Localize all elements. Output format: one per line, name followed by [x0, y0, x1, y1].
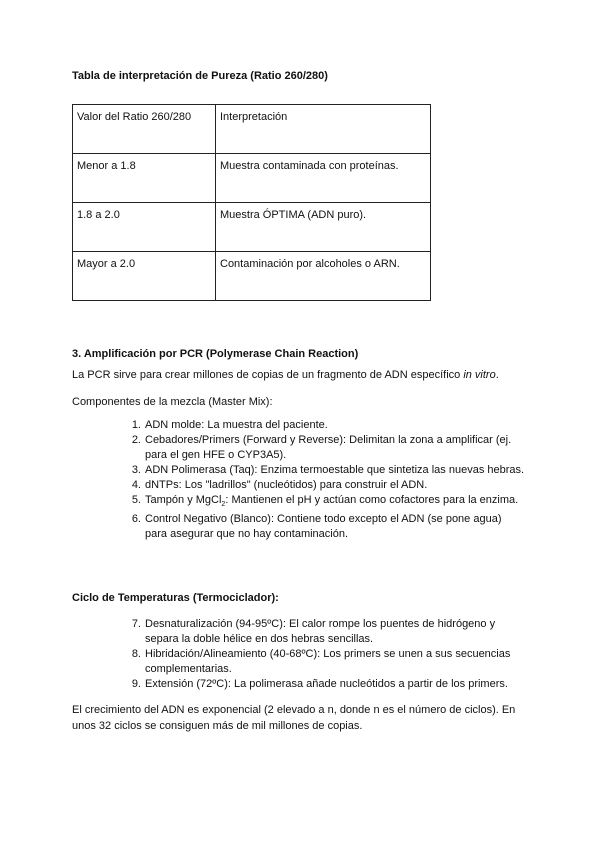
- list-item: [131, 647, 525, 677]
- table-header-cell: Interpretación: [216, 105, 431, 154]
- purity-table: [72, 104, 431, 301]
- list-text: Desnaturalización (94-95ºC): El calor rompe los puentes de hidrógeno y separa la doble hélice en dos hebras sencillas.: [145, 618, 496, 645]
- list-number: 9.: [131, 678, 141, 690]
- list-number: 7.: [131, 618, 141, 630]
- list-item: [131, 478, 525, 493]
- list-text: Extensión (72ºC): La polimerasa añade nucleótidos a partir de los primers.: [145, 678, 508, 690]
- pcr-intro-end: .: [495, 369, 499, 381]
- list-text-sub: 2: [221, 501, 226, 509]
- table-cell: Muestra ÓPTIMA (ADN puro).: [216, 203, 431, 252]
- list-number: 5.: [131, 494, 141, 506]
- list-number: 8.: [131, 648, 141, 660]
- pcr-intro-main: La PCR sirve para crear millones de copias de un fragmento de ADN específico: [72, 369, 464, 381]
- list-item: [131, 617, 525, 647]
- list-text-post: : Mantienen el pH y actúan como cofactores para la enzima.: [225, 494, 519, 506]
- closing-paragraph: El crecimiento del ADN es exponencial (2 elevado a n, donde n es el número de ciclos). En unos 32 ciclos se consiguen más de mil millones de copias.: [72, 704, 516, 732]
- pcr-intro: [72, 367, 532, 383]
- list-item: [131, 433, 525, 463]
- table-cell: Contaminación por alcoholes o ARN.: [216, 252, 431, 301]
- list-text: ADN molde: La muestra del paciente.: [145, 419, 328, 431]
- thermocycler-heading: Ciclo de Temperaturas (Termociclador):: [72, 592, 279, 604]
- components-label: Componentes de la mezcla (Master Mix):: [72, 396, 273, 408]
- purity-table-title: Tabla de interpretación de Pureza (Ratio 260/280): [72, 70, 328, 82]
- list-item: [131, 493, 525, 512]
- components-list: [131, 418, 525, 542]
- list-number: 2.: [131, 434, 141, 446]
- table-header-row: [73, 105, 431, 154]
- table-cell: 1.8 a 2.0: [73, 203, 216, 252]
- list-item: [131, 463, 525, 478]
- list-item: [131, 512, 525, 542]
- list-text: Control Negativo (Blanco): Contiene todo excepto el ADN (se pone agua) para asegurar que no hay contaminación.: [145, 513, 502, 541]
- table-cell: Menor a 1.8: [73, 154, 216, 203]
- list-text: dNTPs: Los "ladrillos" (nucleótidos) para construir el ADN.: [145, 479, 428, 491]
- table-row: [73, 252, 431, 301]
- list-number: 1.: [131, 419, 141, 431]
- list-number: 3.: [131, 464, 141, 476]
- pcr-intro-italic: in vitro: [463, 369, 496, 381]
- list-number: 6.: [131, 513, 141, 526]
- table-header-cell: Valor del Ratio 260/280: [73, 105, 216, 154]
- table-row: [73, 203, 431, 252]
- list-text: ADN Polimerasa (Taq): Enzima termoestable que sintetiza las nuevas hebras.: [145, 464, 525, 476]
- list-text-pre: Tampón y MgCl: [145, 494, 222, 506]
- pcr-heading: 3. Amplificación por PCR (Polymerase Chain Reaction): [72, 348, 359, 360]
- list-text: Cebadores/Primers (Forward y Reverse): Delimitan la zona a amplificar (ej. para el gen HFE o CYP3A5).: [145, 434, 512, 461]
- table-row: [73, 154, 431, 203]
- table-cell: Mayor a 2.0: [73, 252, 216, 301]
- list-item: [131, 677, 525, 692]
- table-cell: Muestra contaminada con proteínas.: [216, 154, 431, 203]
- list-item: [131, 418, 525, 433]
- list-text: Hibridación/Alineamiento (40-68ºC): Los primers se unen a sus secuencias complementarias.: [145, 648, 511, 675]
- list-number: 4.: [131, 479, 141, 491]
- temperature-steps-list: [131, 617, 525, 692]
